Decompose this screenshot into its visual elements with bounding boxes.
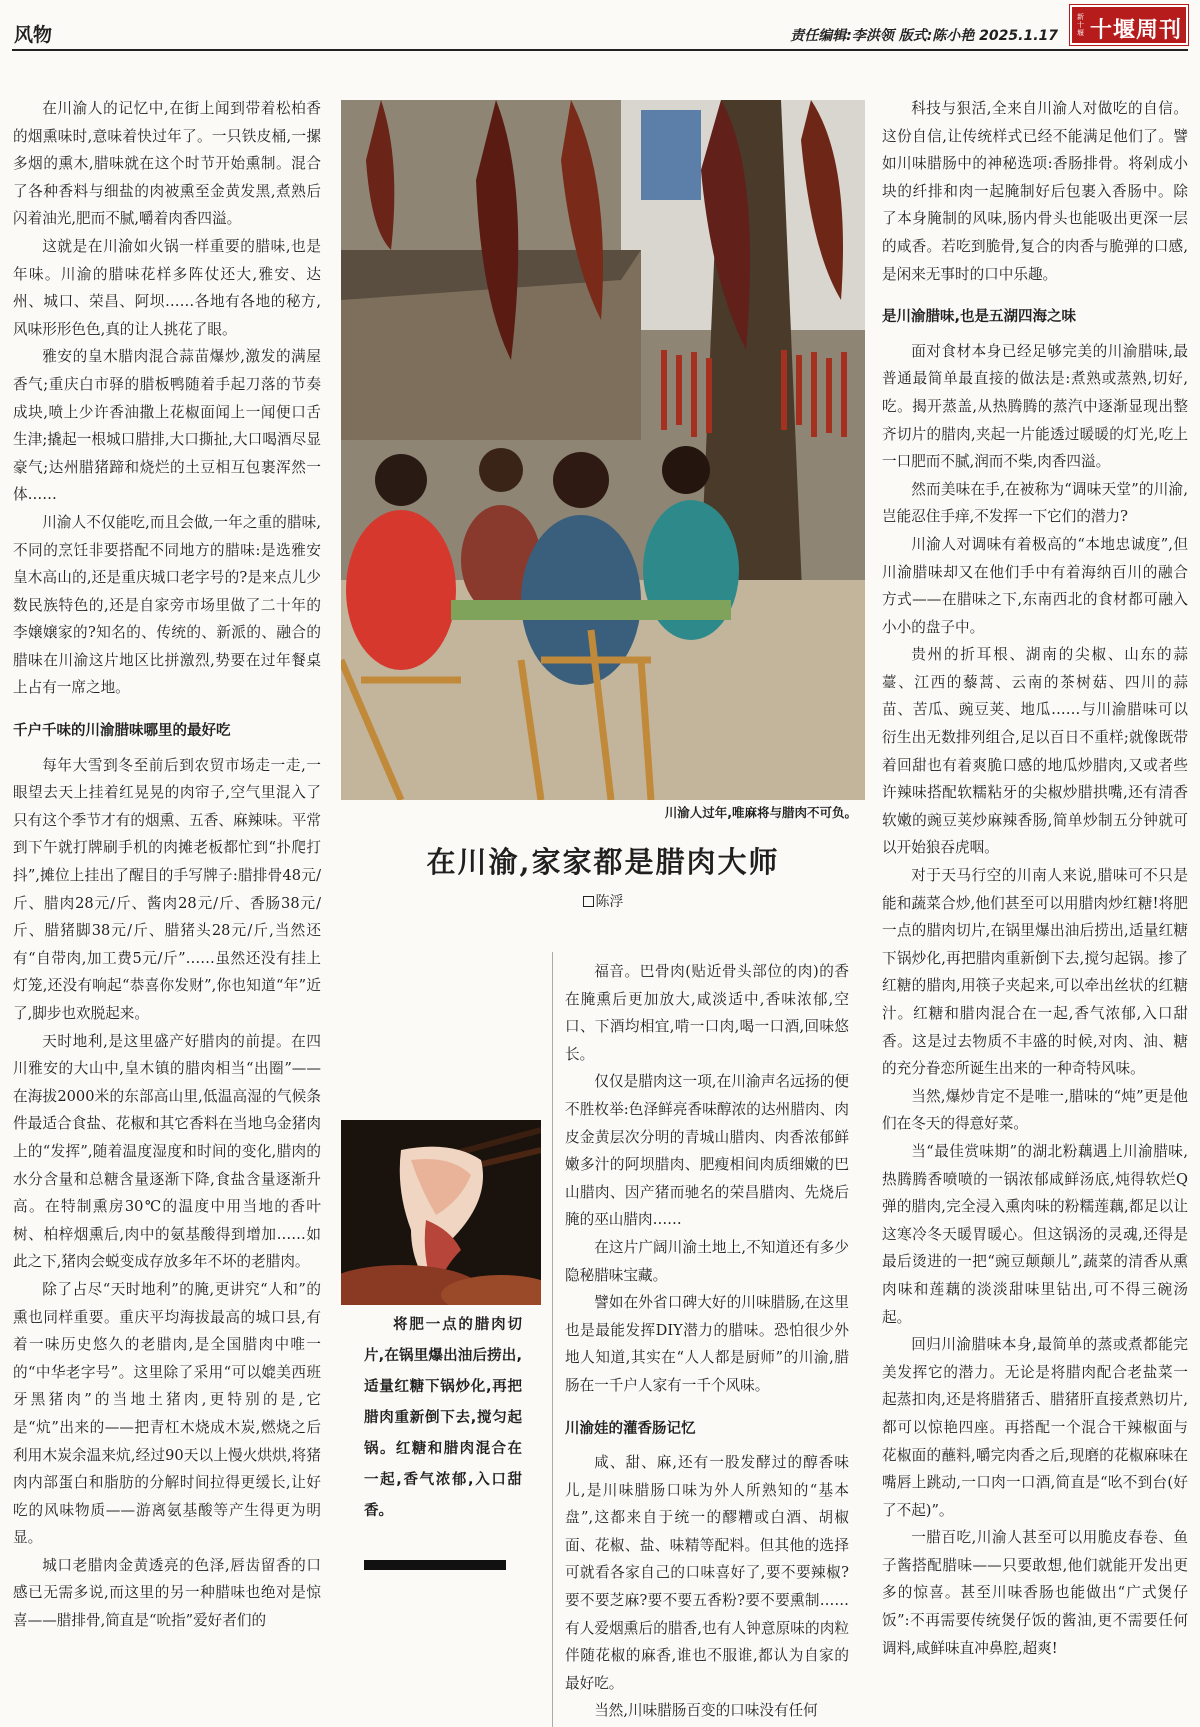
paragraph: 然而美味在手,在被称为“调味天堂”的川渝,岂能忍住手痒,不发挥一下它们的潜力? bbox=[882, 480, 1188, 526]
paragraph: 一腊百吃,川渝人甚至可以用脆皮春卷、鱼子酱搭配腊味——只要敢想,他们就能开发出更多的惊喜。甚至川味香肠也能做出“广式煲仔饭”:不再需要传统煲仔饭的酱油,更不需要任何调料,咸鲜味直冲鼻腔,超爽! bbox=[882, 1529, 1188, 1657]
paragraph: 除了占尽“天时地利”的腌,更讲究“人和”的熏也同样重要。重庆平均海拔最高的城口县,有着一味历史悠久的老腊肉,是全国腊肉中唯一的“中华老字号”。这里除了采用“可以媲美西班牙黑猪肉”的当地土猪肉,更特别的是,它是“炕”出来的——把青杠木烧成木炭,燃烧之后利用木炭余温来炕,经过90天以上慢火烘烘,将猪肉内部蛋白和脂肪的分解时间拉得更缓长,让好吃的风味物质——游离氨基酸等产生得更为明显。 bbox=[13, 1280, 321, 1547]
column-divider bbox=[552, 952, 553, 1727]
paragraph: 譬如在外省口碑大好的川味腊肠,在这里也是最能发挥DIY潜力的腊味。恐怕很少外地人知道,其实在“人人都是厨师”的川渝,腊肠在一千户人家有一千个风味。 bbox=[565, 1294, 849, 1394]
paragraph: 在川渝人的记忆中,在街上闻到带着松柏香的烟熏味时,意味着快过年了。一只铁皮桶,一摞多烟的熏木,腊味就在这个时节开始熏制。混合了各种香料与细盐的肉被熏至金黄发黑,煮熟后闪着油光,肥而不腻,嚼着肉香四溢。 bbox=[13, 100, 321, 228]
column-1 bbox=[13, 95, 321, 1725]
pull-quote-text: 将肥一点的腊肉切片,在锅里爆出油后捞出,适量红糖下锅炒化,再把腊肉重新倒下去,搅匀起锅。红糖和腊肉混合在一起,香气浓郁,入口甜香。 bbox=[364, 1317, 522, 1519]
paragraph: 当然,爆炒肯定不是唯一,腊味的“炖”更是他们在冬天的得意好菜。 bbox=[882, 1087, 1188, 1133]
subheading: 川渝娃的灌香肠记忆 bbox=[565, 1420, 696, 1437]
paragraph: 对于天马行空的川南人来说,腊味可不只是能和蔬菜合炒,他们甚至可以用腊肉炒红糖!将肥一点的腊肉切片,在锅里爆出油后捞出,适量红糖下锅炒化,再把腊肉重新倒下去,搅匀起锅。掺了红糖的腊肉,用筷子夹起来,可以牵出丝状的红糖汁。红糖和腊肉混合在一起,香气浓郁,入口甜香。这是过去物质不丰盛的时候,对肉、油、糖的充分眷恋所诞生出来的一种奇特风味。 bbox=[882, 867, 1188, 1078]
mahjong-cured-meat-photo bbox=[341, 100, 865, 800]
paragraph: 雅安的皇木腊肉混合蒜苗爆炒,激发的满屋香气;重庆白市驿的腊板鸭随着手起刀落的节奏成块,喷上少许香油撒上花椒面闻上一闻便口舌生津;撬起一根城口腊排,大口撕扯,大口喝酒尽显豪气;达州腊猪蹄和烧烂的土豆相互包裹浑然一体…… bbox=[13, 348, 321, 504]
subheading: 千户千味的川渝腊味哪里的最好吃 bbox=[13, 723, 231, 740]
paragraph: 咸、甜、麻,还有一股发酵过的醇香味儿,是川味腊肠口味为外人所熟知的“基本盘”,这都来自于统一的醪糟或白酒、胡椒面、花椒、盐、味精等配料。但其他的选择可就看各家自己的口味喜好了,要不要辣椒?要不要芝麻?要不要五香粉?要不要熏制……有人爱烟熏后的腊香,也有人钟意原味的肉粒伴随花椒的麻香,谁也不服谁,都认为自家的最好吃。 bbox=[565, 1454, 849, 1692]
byline bbox=[341, 891, 865, 911]
paragraph: 川渝人不仅能吃,而且会做,一年之重的腊味,不同的烹饪非要搭配不同地方的腊味:是选雅安皇木高山的,还是重庆城口老字号的?是来点儿少数民族特色的,还是自家旁市场里做了二十年的李嬢嬢家的?知名的、传统的、新派的、融合的腊味在川渝这片地区比拼激烈,势要在过年餐桌上占有一席之地。 bbox=[13, 513, 321, 697]
section-name: 风物 bbox=[14, 24, 53, 46]
article-title: 在川渝,家家都是腊肉大师 bbox=[426, 845, 780, 879]
author-name: 陈浮 bbox=[595, 894, 624, 910]
article-title-block bbox=[341, 840, 865, 911]
column-4 bbox=[882, 95, 1188, 1727]
paragraph: 贵州的折耳根、湖南的尖椒、山东的蒜薹、江西的藜蒿、云南的茶树菇、四川的蒜苗、苦瓜、豌豆荚、地瓜……与川渝腊味可以衍生出无数排列组合,足以百日不重样;就像既带着回甜也有着爽脆口感的地瓜炒腊肉,又或者些许辣味搭配软糯粘牙的尖椒炒腊拱嘴,还有清香软嫩的豌豆荚炒麻辣香肠,简单炒制五分钟就可以开始狼吞虎咽。 bbox=[882, 646, 1188, 857]
paragraph: 在这片广阔川渝土地上,不知道还有多少隐秘腊味宝藏。 bbox=[565, 1238, 849, 1284]
pull-quote bbox=[364, 1310, 522, 1527]
paragraph: 回归川渝腊味本身,最简单的蒸或煮都能完美发挥它的潜力。无论是将腊肉配合老盐菜一起蒸扣肉,还是将腊猪舌、腊猪肝直接煮熟切片,都可以惊艳四座。再搭配一个混合干辣椒面与花椒面的蘸料,嚼完肉香之后,现磨的花椒麻味在嘴唇上跳动,一口肉一口酒,简直是“吆不到台(好了不起)”。 bbox=[882, 1336, 1188, 1519]
chopsticks-cured-meat-photo bbox=[341, 1120, 541, 1305]
paragraph: 仅仅是腊肉这一项,在川渝声名远扬的便不胜枚举:色泽鲜亮香味醇浓的达州腊肉、肉皮金黄层次分明的青城山腊肉、肉香浓郁鲜嫩多汁的阿坝腊肉、肥瘦相间肉质细嫩的巴山腊肉、因产猪而驰名的荣昌腊肉、先烧后腌的巫山腊肉…… bbox=[565, 1073, 849, 1229]
page-header bbox=[12, 0, 1188, 52]
paragraph: 科技与狠活,全来自川渝人对做吃的自信。这份自信,让传统样式已经不能满足他们了。譬如川味腊肠中的神秘选项:香肠排骨。将剁成小块的纤排和肉一起腌制好后包裹入香肠中。除了本身腌制的风味,肠内骨头也能吸出更深一层的咸香。若吃到脆骨,复合的肉香与脆弹的口感,是闲来无事时的口中乐趣。 bbox=[882, 100, 1188, 283]
byline-box-icon bbox=[583, 896, 594, 907]
subheading: 是川渝腊味,也是五湖四海之味 bbox=[882, 309, 1077, 326]
header-rule bbox=[12, 49, 1188, 51]
paragraph: 面对食材本身已经足够完美的川渝腊味,最普通最简单最直接的做法是:煮熟或蒸熟,切好,吃。揭开蒸盖,从热腾腾的蒸汽中逐渐显现出整齐切片的腊肉,夹起一片能透过暖暖的灯光,吃上一口肥而不腻,润而不柴,肉香四溢。 bbox=[882, 342, 1188, 471]
paragraph: 这就是在川渝如火锅一样重要的腊味,也是年味。川渝的腊味花样多阵仗还大,雅安、达州、城口、荣昌、阿坝……各地有各地的秘方,风味形形色色,真的让人挑花了眼。 bbox=[13, 237, 321, 338]
logo-small-text: 新十堰 bbox=[1077, 13, 1084, 37]
photo-caption: 川渝人过年,唯麻将与腊肉不可负。 bbox=[664, 805, 857, 820]
paragraph: 城口老腊肉金黄透亮的色泽,唇齿留香的口感已无需多说,而这里的另一种腊味也绝对是惊喜——腊排骨,简直是“吮指”爱好者们的 bbox=[13, 1556, 321, 1630]
paragraph: 天时地利,是这里盛产好腊肉的前提。在四川雅安的大山中,皇木镇的腊肉相当“出圈”——在海拔2000米的东部高山里,低温高湿的气候条件最适合食盐、花椒和其它香料在当地乌金猪肉上的“发挥”,随着温度湿度和时间的变化,腊肉的水分含量和总糖含量逐渐下降,食盐含量逐渐升高。在特制熏房30℃的温度中用当地的香叶树、柏梓烟熏后,肉中的氨基酸得到增加……如此之下,猪肉会蜕变成存放多年不坏的老腊肉。 bbox=[13, 1032, 321, 1271]
column-3 bbox=[565, 958, 849, 1727]
paragraph: 川渝人对调味有着极高的“本地忠诚度”,但川渝腊味却又在他们手中有着海纳百川的融合方式——在腊味之下,东南西北的食材都可融入小小的盘子中。 bbox=[882, 535, 1188, 636]
editor-credits: 责任编辑:李洪领 版式:陈小艳 2025.1.17 bbox=[790, 28, 1058, 44]
paragraph: 每年大雪到冬至前后到农贸市场走一走,一眼望去天上挂着红晃晃的肉帘子,空气里混入了只有这个季节才有的烟熏、五香、麻辣味。平常到下午就打牌刷手机的肉摊老板都忙到“扑爬打抖”,摊位上挂出了醒目的手写牌子:腊排骨48元/斤、腊肉28元/斤、酱肉28元/斤、香肠38元/斤、腊猪脚38元/斤、腊猪头28元/斤,当然还有“自带肉,加工费5元/斤”……虽然还没有挂上灯笼,还没有响起“恭喜你发财”,你也知道“年”近了,脚步也欢脱起来。 bbox=[13, 756, 321, 1022]
logo-title: 十堰周刊 bbox=[1090, 17, 1183, 43]
pull-quote-bar bbox=[364, 1560, 506, 1570]
paragraph: 当然,川味腊肠百变的口味没有任何 bbox=[594, 1702, 818, 1720]
paragraph: 当“最佳赏味期”的湖北粉藕遇上川渝腊味,热腾腾香喷喷的一锅浓郁咸鲜汤底,炖得软烂Q弹的腊肉,完全浸入熏肉味的粉糯莲藕,都足以让这寒冷冬天暖胃暖心。但这锅汤的灵魂,还得是最后烫进的一把“豌豆颠颠儿”,蔬菜的清香从熏肉味和莲藕的淡淡甜味里钻出,可不得三碗汤起。 bbox=[882, 1142, 1188, 1326]
newspaper-logo bbox=[1070, 5, 1188, 45]
paragraph: 福音。巴骨肉(贴近骨头部位的肉)的香在腌熏后更加放大,咸淡适中,香味浓郁,空口、下酒均相宜,啃一口肉,喝一口酒,回味悠长。 bbox=[565, 963, 849, 1063]
